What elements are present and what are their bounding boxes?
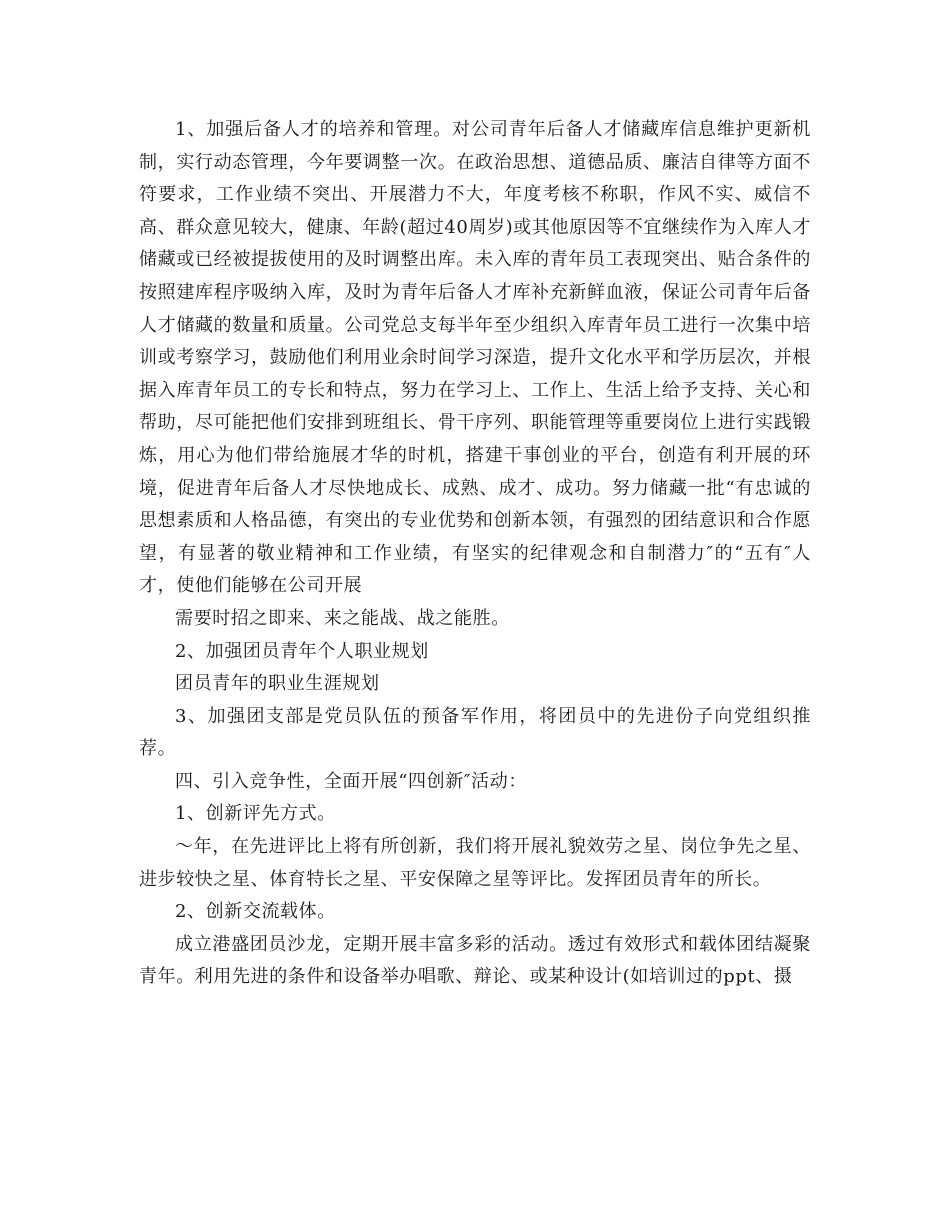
paragraph-continuation: 需要时招之即来、来之能战、战之能胜。: [175, 607, 510, 629]
paragraph-exchange: 成立港盛团员沙龙，定期开展丰富多彩的活动。透过有效形式和载体团结凝聚青年。利用先进的条件和设备举办唱歌、辩论、或某种设计(如培训过的ppt、摄: [139, 933, 811, 988]
paragraph-evaluation-heading: 1、创新评先方式。: [175, 803, 336, 825]
paragraph-party-reserve: 3、加强团支部是党员队伍的预备军作用，将团员中的先进份子向党组织推荐。: [139, 705, 811, 760]
section-heading-four-innovations: 四、引入竞争性，全面开展“四创新″活动：: [175, 770, 527, 792]
paragraph-talent-reserve: 1、加强后备人才的培养和管理。对公司青年后备人才储藏库信息维护更新机制，实行动态管理，今年要调整一次。在政治思想、道德品质、廉洁自律等方面不符要求，工作业绩不突出、开展潜力不大，年度考核不称职，作风不实、威信不高、群众意见较大，健康、年龄(超过40周岁)或其他原因等不宜继续作为入库人才储藏或已经被提拔使用的及时调整出库。未入库的青年员工表现突出、贴合条件的按照建库程序吸纳入库，及时为青年后备人才库补充新鲜血液，保证公司青年后备人才储藏的数量和质量。公司党总支每半年至少组织入库青年员工进行一次集中培训或考察学习，鼓励他们利用业余时间学习深造，提升文化水平和学历层次，并根据入库青年员工的专长和特点，努力在学习上、工作上、生活上给予支持、关心和帮助，尽可能把他们安排到班组长、骨干序列、职能管理等重要岗位上进行实践锻炼，用心为他们带给施展才华的时机，搭建干事创业的平台，创造有利开展的环境，促进青年后备人才尽快地成长、成熟、成才、成功。努力储藏一批“有忠诚的思想素质和人格品德，有突出的专业优势和创新本领，有强烈的团结意识和合作愿望，有显著的敬业精神和工作业绩，有坚实的纪律观念和自制潜力″的“五有″人才，使他们能够在公司开展: [139, 119, 811, 597]
paragraph-career-planning: 团员青年的职业生涯规划: [175, 673, 380, 695]
paragraph-career-planning-heading: 2、加强团员青年个人职业规划: [175, 640, 429, 662]
paragraph-exchange-heading: 2、创新交流载体。: [175, 901, 336, 923]
document-body: [139, 114, 811, 994]
paragraph-evaluation: ～年，在先进评比上将有所创新，我们将开展礼貌效劳之星、岗位争先之星、进步较快之星、体育特长之星、平安保障之星等评比。发挥团员青年的所长。: [139, 836, 811, 890]
